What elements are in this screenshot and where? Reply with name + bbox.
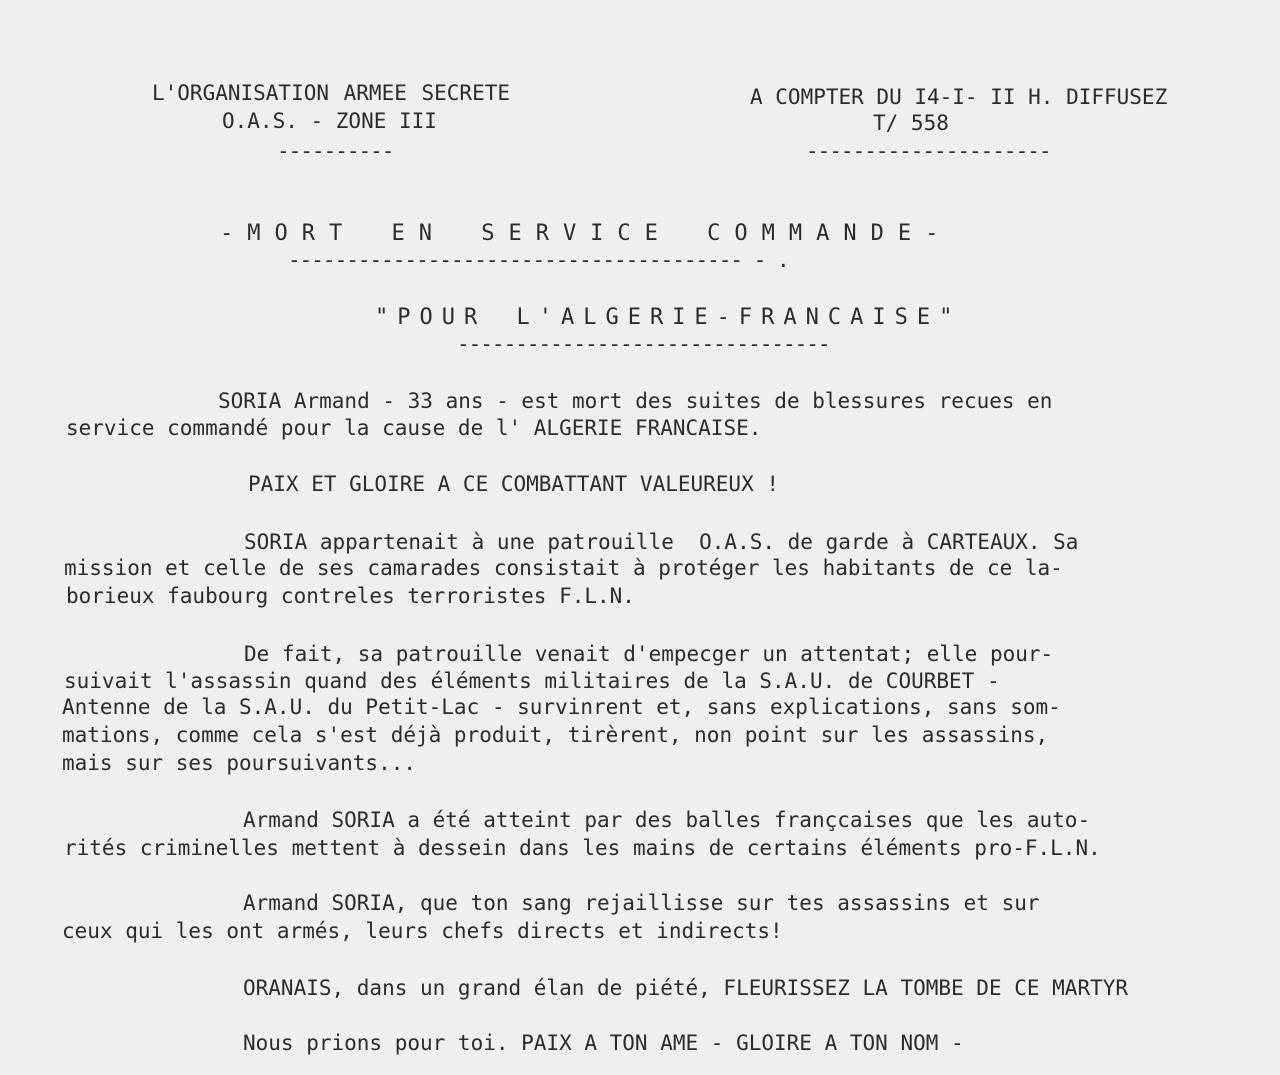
diffusion-underline: --------------------- bbox=[806, 139, 1051, 163]
paragraph-line: SORIA appartenait à une patrouille O.A.S. de garde à CARTEAUX. Sa bbox=[244, 530, 1079, 554]
paragraph-line: mations, comme cela s'est déjà produit, tirèrent, non point sur les assassins, bbox=[62, 723, 1049, 747]
paragraph-line: borieux faubourg contreles terroristes F.L.N. bbox=[66, 584, 635, 608]
paragraph-line: De fait, sa patrouille venait d'empecger un attentat; elle pour- bbox=[244, 642, 1054, 666]
paragraph-line: Nous prions pour toi. PAIX A TON AME - GLOIRE A TON NOM - bbox=[243, 1031, 964, 1055]
paragraph-line: ceux qui les ont armés, leurs chefs directs et indirects! bbox=[62, 919, 783, 943]
org-name: L'ORGANISATION ARMEE SECRETE bbox=[152, 81, 511, 105]
paragraph-line: mais sur ses poursuivants... bbox=[62, 751, 417, 775]
paragraph-line: mission et celle de ses camarades consistait à protéger les habitants de ce la- bbox=[64, 556, 1063, 580]
paragraph-line: PAIX ET GLOIRE A CE COMBATTANT VALEUREUX ! bbox=[248, 472, 780, 496]
diffusion-instruction: A COMPTER DU I4-I- II H. DIFFUSEZ bbox=[750, 85, 1168, 109]
paragraph-line: ORANAIS, dans un grand élan de piété, FLEURISSEZ LA TOMBE DE CE MARTYR bbox=[243, 976, 1129, 1000]
org-zone: O.A.S. - ZONE III bbox=[222, 109, 437, 133]
paragraph-line: service commandé pour la cause de l' ALGERIE FRANCAISE. bbox=[66, 416, 762, 440]
paragraph-line: Armand SORIA, que ton sang rejaillisse sur tes assassins et sur bbox=[243, 891, 1040, 915]
page-subtitle: "POUR L'ALGERIE-FRANCAISE" bbox=[375, 305, 962, 330]
subtitle-underline: -------------------------------- bbox=[457, 332, 830, 356]
reference-number: T/ 558 bbox=[873, 111, 949, 135]
title-underline: --------------------------------------- - . bbox=[288, 248, 789, 272]
paragraph-line: Antenne de la S.A.U. du Petit-Lac - survinrent et, sans explications, sans som- bbox=[62, 695, 1061, 719]
paragraph-line: SORIA Armand - 33 ans - est mort des suites de blessures recues en bbox=[218, 389, 1053, 413]
org-underline: ---------- bbox=[277, 139, 394, 163]
paragraph-line: rités criminelles mettent à dessein dans les mains de certains éléments pro-F.L.N. bbox=[64, 836, 1101, 860]
page-title: -MORT EN SERVICE COMMANDE- bbox=[220, 221, 953, 246]
paragraph-line: Armand SORIA a été atteint par des balles françcaises que les auto- bbox=[243, 808, 1091, 832]
paragraph-line: suivait l'assassin quand des éléments militaires de la S.A.U. de COURBET - bbox=[64, 669, 1000, 693]
